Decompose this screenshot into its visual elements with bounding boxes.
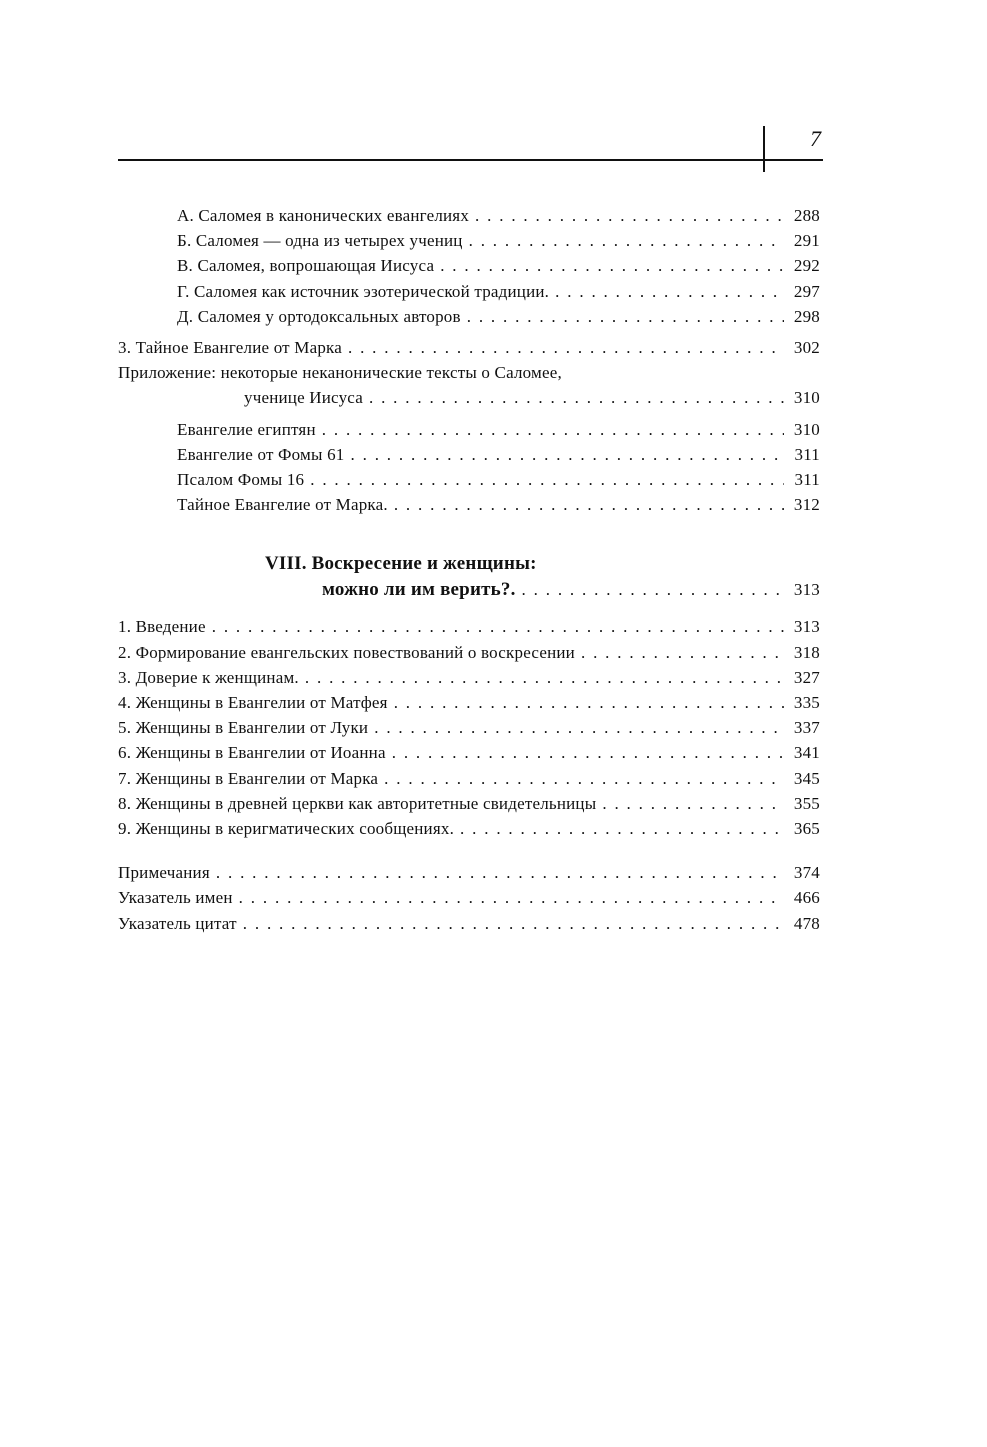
toc-leader-dots [243, 911, 784, 936]
toc-leader-dots [394, 690, 784, 715]
toc-entry-title: Б. Саломея — одна из четырех учениц [177, 231, 463, 251]
toc-leader-dots [305, 665, 784, 690]
toc-leader-dots [239, 885, 784, 910]
toc-entry-title: Д. Саломея у ортодоксальных авторов [177, 306, 461, 326]
toc-entry-title: 1. Введение [118, 617, 206, 637]
toc-appendix-heading[interactable] [118, 360, 820, 385]
toc-entry-page: 311 [794, 469, 820, 489]
toc-entry-title: 3. Тайное Евангелие от Марка [118, 337, 342, 357]
toc-entry-title: 5. Женщины в Евангелии от Луки [118, 718, 369, 738]
toc-entry[interactable] [118, 492, 820, 517]
toc-entry[interactable] [118, 228, 820, 253]
toc-leader-dots [351, 442, 785, 467]
toc-entry-title: Примечания [118, 863, 210, 883]
toc-entry-title: ученице Иисуса [244, 388, 363, 408]
toc-entry-title: Приложение: некоторые неканонические тексты о Саломее, [118, 363, 562, 383]
toc-entry-page: 297 [793, 281, 820, 301]
toc-entry[interactable] [118, 791, 820, 816]
toc-entry[interactable] [118, 740, 820, 765]
chapter-title-line1: VIII. Воскресение и женщины: [265, 553, 537, 575]
toc-entry[interactable] [118, 885, 820, 910]
toc-leader-dots [392, 740, 784, 765]
toc-entry-page: 327 [793, 667, 820, 687]
toc-leader-dots [467, 304, 784, 329]
toc-leader-dots [460, 816, 784, 841]
toc-entry[interactable] [118, 816, 820, 841]
toc-leader-dots [394, 492, 784, 517]
toc-entry-title: 2. Формирование евангельских повествований о воскресении [118, 642, 575, 662]
toc-entry-title: Указатель имен [118, 888, 233, 908]
toc-leader-dots [469, 228, 784, 253]
toc-entry-title: 8. Женщины в древней церкви как авторитетные свидетельницы [118, 793, 597, 813]
toc-entry[interactable] [118, 304, 820, 329]
toc-entry-page: 337 [793, 718, 820, 738]
page-header [118, 126, 823, 172]
chapter-title-line2: можно ли им верить?. [322, 579, 516, 601]
toc-leader-dots [440, 253, 784, 278]
toc-entry-page: 318 [793, 642, 820, 662]
toc-entry[interactable] [118, 766, 820, 791]
toc-leader-dots [602, 791, 784, 816]
toc-entry-page: 313 [793, 617, 820, 637]
toc-leader-dots [374, 715, 784, 740]
chapter-heading-continuation[interactable] [118, 577, 820, 602]
toc-entry[interactable] [118, 860, 820, 885]
toc-entry[interactable] [118, 715, 820, 740]
toc-entry-title: Евангелие от Фомы 61 [177, 444, 345, 464]
toc-entry-title: А. Саломея в канонических евангелиях [177, 206, 470, 225]
toc-entry-title: Указатель цитат [118, 913, 237, 933]
header-rule [118, 159, 823, 161]
toc-leader-dots [475, 203, 784, 228]
toc-entry-title: Г. Саломея как источник эзотерической традиции. [177, 281, 550, 301]
toc-leader-dots [348, 335, 784, 360]
table-of-contents [118, 203, 820, 936]
toc-entry-page: 365 [793, 818, 820, 838]
toc-entry-page: 310 [793, 419, 820, 439]
toc-entry[interactable] [118, 665, 820, 690]
toc-entry-title: 9. Женщины в керигматических сообщениях. [118, 818, 455, 838]
toc-entry[interactable] [118, 203, 820, 228]
toc-leader-dots [216, 860, 784, 885]
header-tick [763, 126, 765, 172]
toc-leader-dots [581, 640, 784, 665]
toc-leader-dots [212, 614, 784, 639]
page-number: 7 [810, 126, 821, 151]
toc-entry[interactable] [118, 614, 820, 639]
toc-entry[interactable] [118, 690, 820, 715]
toc-entry[interactable] [118, 442, 820, 467]
toc-entry-section[interactable] [118, 335, 820, 360]
toc-entry-page: 341 [793, 743, 820, 763]
toc-leader-dots [322, 417, 784, 442]
toc-leader-dots [384, 766, 784, 791]
toc-entry-title: 7. Женщины в Евангелии от Марка [118, 768, 379, 788]
toc-entry-page: 374 [793, 863, 820, 883]
toc-leader-dots [522, 577, 784, 602]
toc-entry-page: 302 [793, 337, 820, 357]
toc-entry-page: 345 [793, 768, 820, 788]
toc-entry-title: 4. Женщины в Евангелии от Матфея [118, 693, 388, 712]
toc-entry-page: 355 [793, 793, 820, 813]
toc-entry-title: Псалом Фомы 16 [177, 469, 305, 489]
toc-entry-page: 310 [793, 388, 820, 408]
toc-entry-title: В. Саломея, вопрошающая Иисуса [177, 256, 435, 276]
toc-entry[interactable] [118, 417, 820, 442]
toc-leader-dots [310, 467, 784, 492]
toc-entry[interactable] [118, 279, 820, 304]
toc-entry[interactable] [118, 467, 820, 492]
chapter-heading[interactable] [118, 551, 820, 577]
toc-entry-title: Тайное Евангелие от Марка. [177, 495, 388, 515]
toc-entry-title: 6. Женщины в Евангелии от Иоанна [118, 743, 386, 763]
toc-entry-page: 478 [793, 913, 820, 933]
toc-appendix-continuation[interactable] [118, 385, 820, 410]
toc-leader-dots [369, 385, 784, 410]
toc-entry-page: 313 [793, 580, 820, 600]
toc-entry-title: 3. Доверие к женщинам. [118, 667, 299, 687]
toc-entry-title: Евангелие египтян [177, 419, 316, 439]
toc-entry-page: 466 [793, 888, 820, 908]
toc-entry-page: 312 [793, 495, 820, 515]
toc-entry[interactable] [118, 640, 820, 665]
toc-entry-page: 311 [794, 444, 820, 464]
toc-entry-page: 298 [793, 306, 820, 326]
toc-entry[interactable] [118, 253, 820, 278]
toc-leader-dots [555, 279, 784, 304]
toc-entry-page: 291 [793, 231, 820, 251]
toc-entry-page: 292 [793, 256, 820, 276]
toc-entry-page: 335 [793, 693, 820, 712]
toc-entry-page: 288 [793, 206, 820, 225]
toc-entry[interactable] [118, 911, 820, 936]
